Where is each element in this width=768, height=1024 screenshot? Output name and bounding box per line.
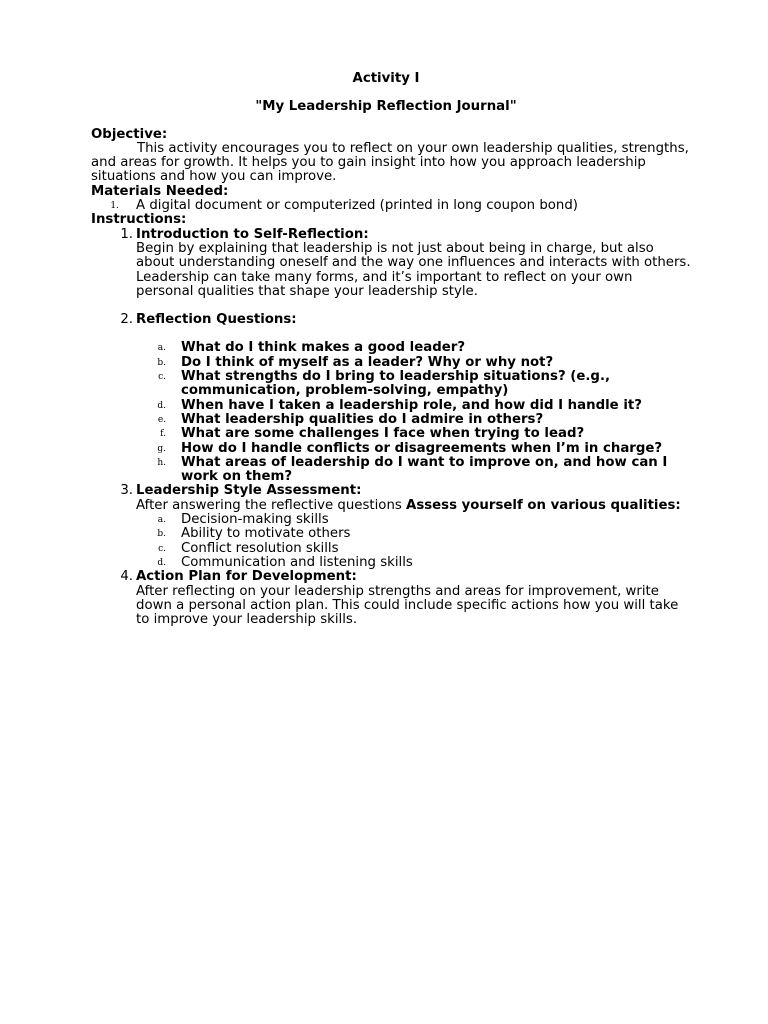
instruction-step-2 <box>91 313 691 327</box>
materials-item <box>91 199 691 213</box>
instruction-step-3 <box>91 484 691 513</box>
question-marker: f. <box>160 429 166 440</box>
materials-heading: Materials Needed: <box>91 183 229 199</box>
qualities-list <box>91 513 691 570</box>
list-item <box>157 397 691 413</box>
question-text: What leadership qualities do I admire in others? <box>181 411 544 427</box>
step-2-title: Reflection Questions: <box>136 312 297 328</box>
quality-marker: b. <box>157 529 166 540</box>
step-1-text: Begin by explaining that leadership is not just about being in charge, but also about understanding oneself and the way one influences and interacts with others. Leadership can take many forms, and it’s important to reflect on your own personal qualities that shape your leadership style. <box>136 240 691 299</box>
step-3-intro <box>136 499 691 513</box>
question-text: How do I handle conflicts or disagreements when I’m in charge? <box>181 440 663 456</box>
question-text: What areas of leadership do I want to improve on, and how can I work on them? <box>181 454 668 485</box>
step-4-marker: 4. <box>120 569 133 585</box>
step-3-intro-bold: Assess yourself on various qualities: <box>406 497 681 513</box>
instruction-step-1 <box>91 228 691 299</box>
step-3-title: Leadership Style Assessment: <box>136 483 362 499</box>
question-marker: h. <box>157 457 166 468</box>
question-text: What do I think makes a good leader? <box>181 340 466 356</box>
list-item <box>158 540 691 556</box>
quality-marker: c. <box>158 543 166 554</box>
quality-text: Ability to motivate others <box>181 526 351 542</box>
list-item <box>157 340 691 356</box>
question-text: What strengths do I bring to leadership situations? (e.g., communication, problem-solving, empathy) <box>181 369 611 399</box>
list-item <box>157 354 691 370</box>
step-4-text: After reflecting on your leadership strengths and areas for improvement, write down a personal action plan. This could include specific actions how you will take to improve your leadership skills. <box>136 583 679 628</box>
list-item <box>160 426 691 442</box>
step-3-intro-plain: After answering the reflective questions <box>136 497 407 513</box>
question-text: Do I think of myself as a leader? Why or why not? <box>181 354 554 370</box>
question-marker: b. <box>157 357 166 368</box>
quality-marker: a. <box>157 515 166 526</box>
step-3-marker: 3. <box>120 483 133 499</box>
list-item <box>157 440 691 456</box>
question-marker: c. <box>158 372 166 383</box>
objective-heading: Objective: <box>91 126 168 142</box>
list-item <box>157 411 691 427</box>
question-text: When have I taken a leadership role, and how did I handle it? <box>181 397 642 413</box>
list-item <box>157 554 691 570</box>
step-2-marker: 2. <box>120 312 133 328</box>
objective-text: This activity encourages you to reflect on your own leadership qualities, strengths, and areas for growth. It helps you to gain insight into how you approach leadership situations and how you can improve. <box>91 140 689 185</box>
journal-subtitle: "My Leadership Reflection Journal" <box>255 99 517 115</box>
list-item <box>157 526 691 542</box>
question-marker: e. <box>157 414 166 425</box>
question-marker: a. <box>157 343 166 354</box>
quality-text: Decision-making skills <box>181 512 329 528</box>
step-1-marker: 1. <box>120 226 133 242</box>
quality-marker: d. <box>157 557 166 568</box>
activity-title: Activity I <box>352 71 420 86</box>
instruction-step-4 <box>91 570 691 627</box>
reflection-questions-list <box>91 341 691 484</box>
materials-item-marker: 1. <box>110 201 119 212</box>
step-4-title: Action Plan for Development: <box>136 569 357 585</box>
list-item <box>158 369 691 399</box>
list-item <box>157 512 691 528</box>
quality-text: Conflict resolution skills <box>181 540 339 556</box>
question-marker: g. <box>157 443 166 454</box>
question-marker: d. <box>157 400 166 411</box>
materials-item-text: A digital document or computerized (printed in long coupon bond) <box>136 198 578 214</box>
step-1-title: Introduction to Self-Reflection: <box>136 226 369 242</box>
list-item <box>157 454 691 485</box>
quality-text: Communication and listening skills <box>181 554 413 570</box>
instructions-heading: Instructions: <box>91 212 187 228</box>
question-text: What are some challenges I face when trying to lead? <box>181 426 585 442</box>
document-page <box>91 72 691 627</box>
